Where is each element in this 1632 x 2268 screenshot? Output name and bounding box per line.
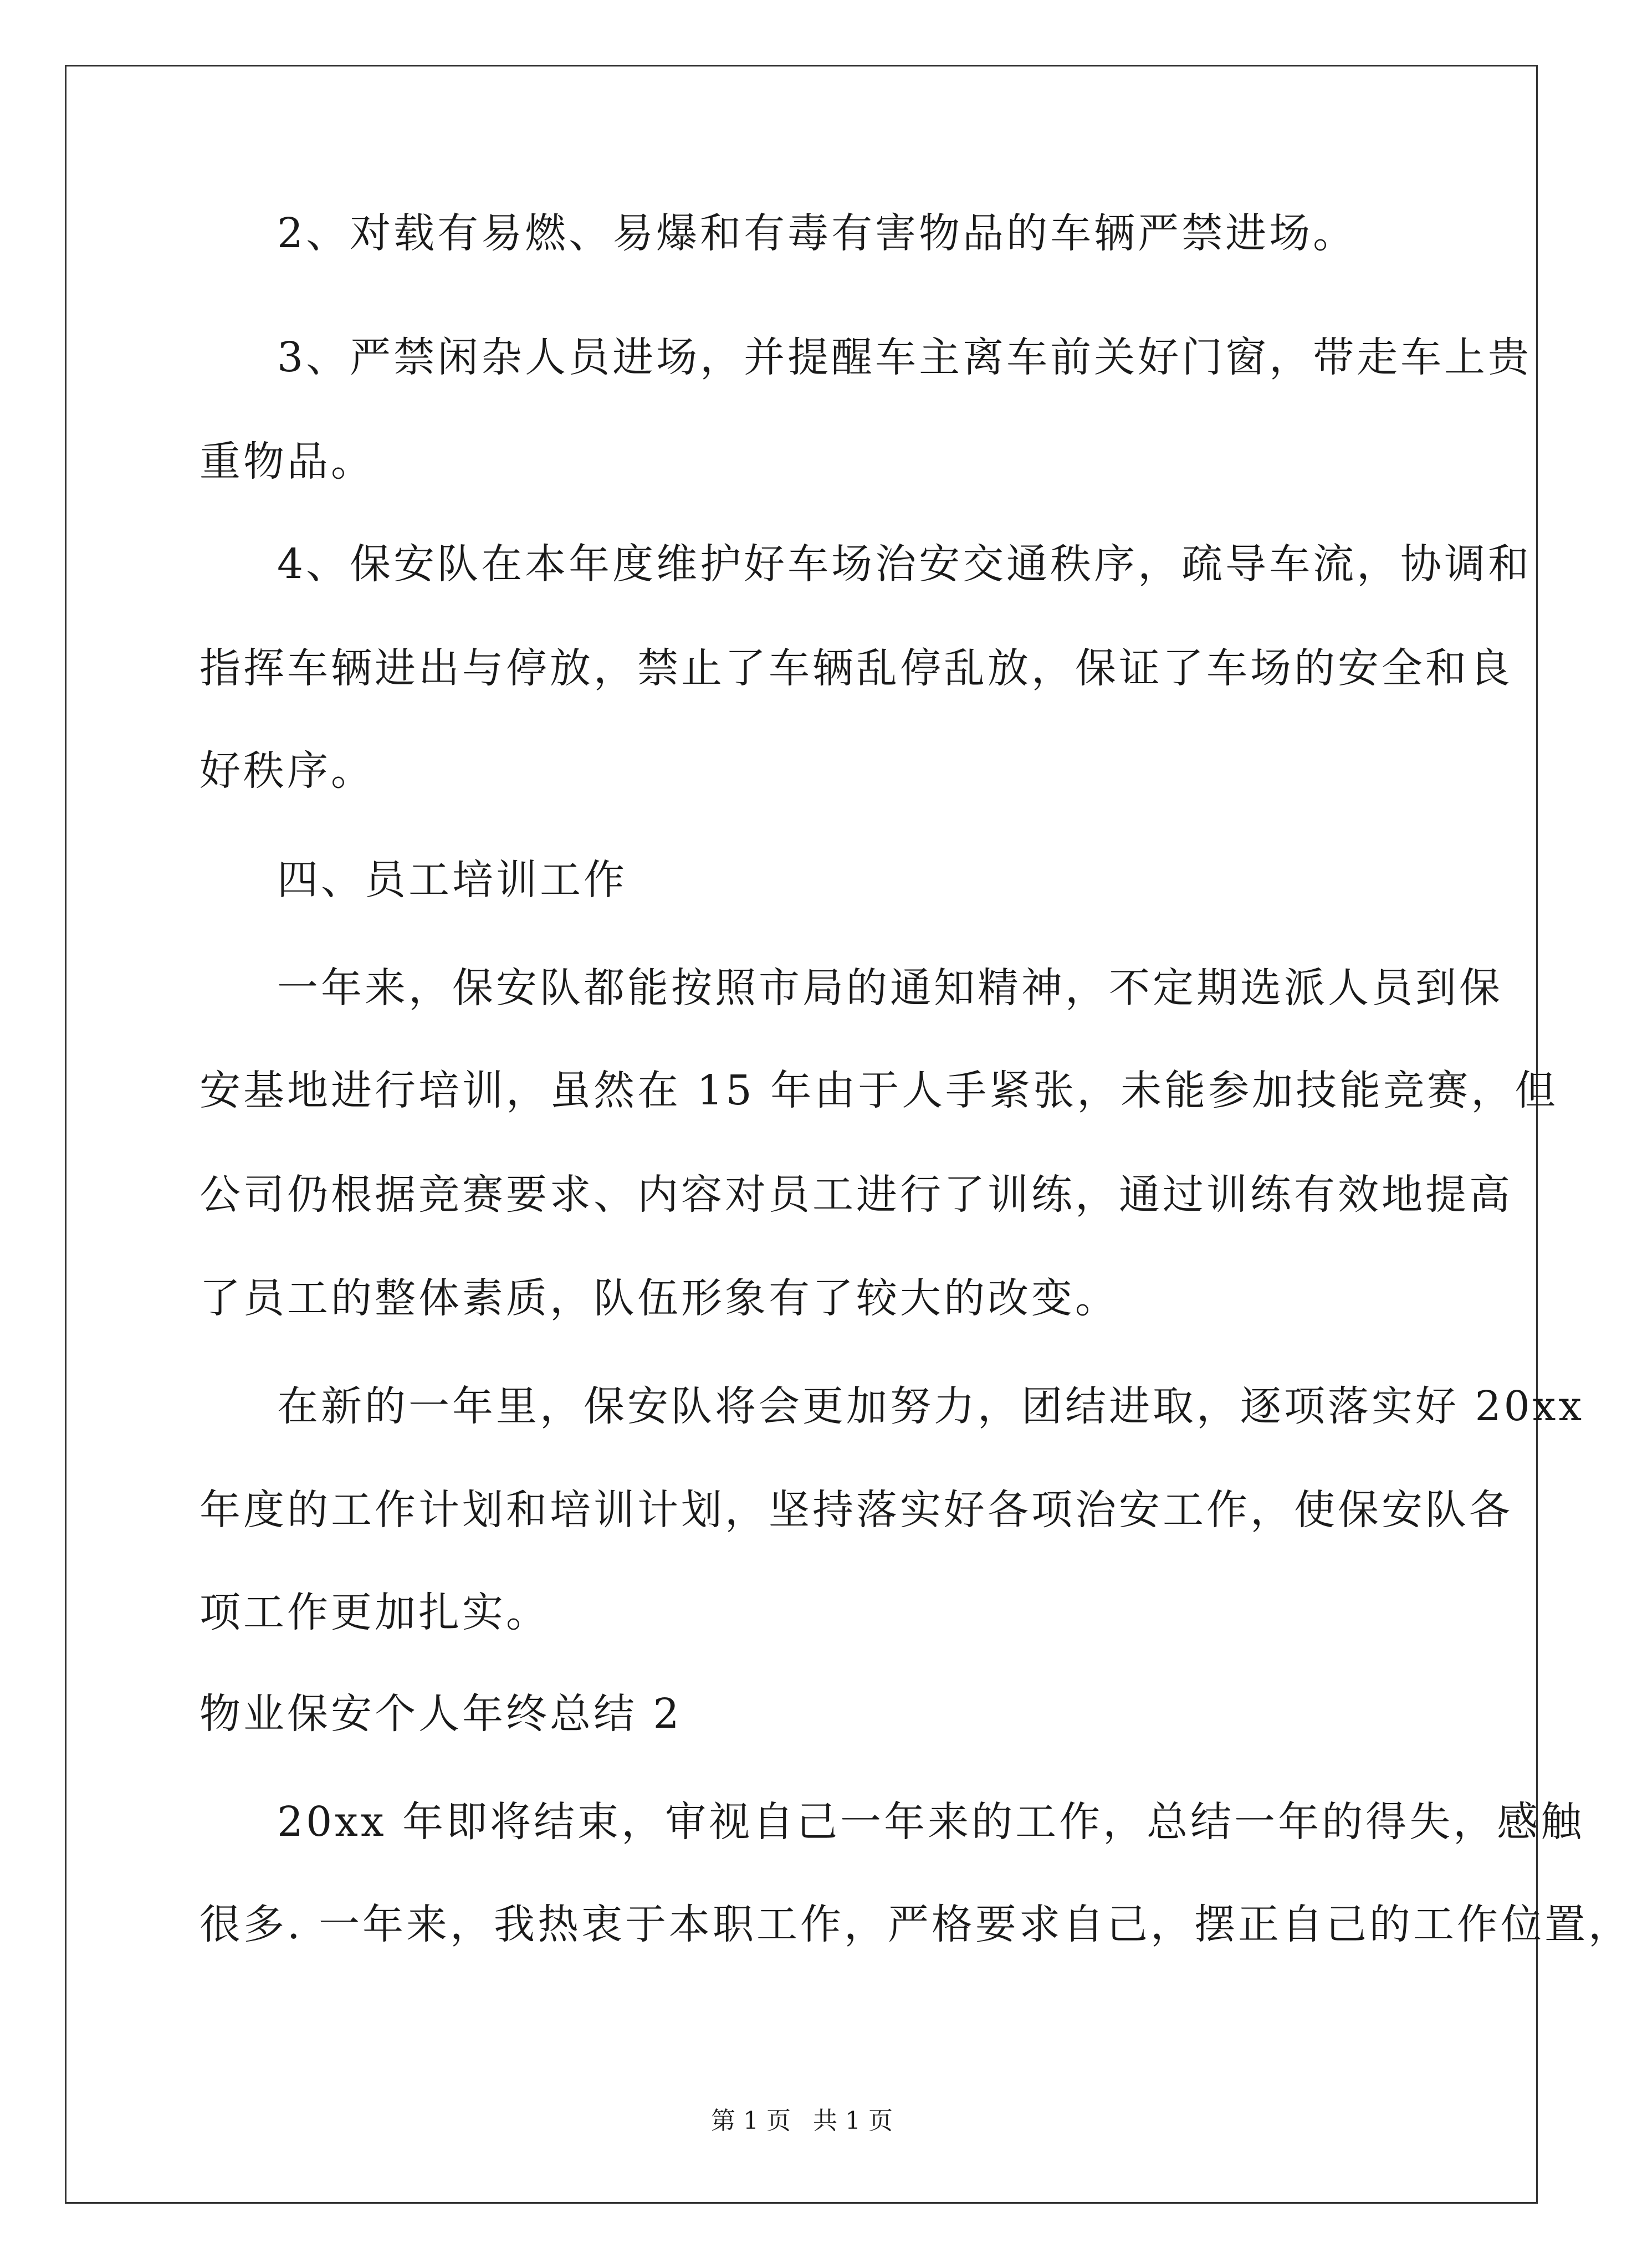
paragraph-line: 了员工的整体素质，队伍形象有了较大的改变。	[199, 1274, 1119, 1322]
paragraph-line: 指挥车辆进出与停放，禁止了车辆乱停乱放，保证了车场的安全和良	[199, 644, 1513, 692]
section-heading: 四、员工培训工作	[277, 856, 627, 904]
page-border	[65, 65, 1632, 2204]
page-number: 第 1 页	[711, 2107, 791, 2135]
page-total: 共 1 页	[813, 2107, 893, 2135]
paragraph-line: 公司仍根据竞赛要求、内容对员工进行了训练，通过训练有效地提高	[199, 1171, 1513, 1219]
paragraph-line: 在新的一年里，保安队将会更加努力，团结进取，逐项落实好 20xx	[277, 1383, 1585, 1430]
page-footer	[0, 2106, 1604, 2137]
paragraph-line: 一年来，保安队都能按照市局的通知精神，不定期选派人员到保	[277, 964, 1503, 1012]
paragraph-line: 安基地进行培训，虽然在 15 年由于人手紧张，未能参加技能竞赛，但	[199, 1067, 1559, 1114]
paragraph-line: 好秩序。	[199, 747, 375, 795]
document-title: 物业保安个人年终总结 2	[199, 1690, 682, 1738]
paragraph-line: 2、对载有易燃、易爆和有毒有害物品的车辆严禁进场。	[277, 209, 1357, 257]
paragraph-line: 年度的工作计划和培训计划，坚持落实好各项治安工作，使保安队各	[199, 1486, 1513, 1534]
paragraph-line: 很多. 一年来，我热衷于本职工作，严格要求自己，摆正自己的工作位置，	[199, 1901, 1632, 1948]
paragraph-line: 4、保安队在本年度维护好车场治安交通秩序，疏导车流，协调和	[277, 540, 1532, 588]
paragraph-line: 20xx 年即将结束，审视自己一年来的工作，总结一年的得失，感触	[277, 1798, 1585, 1846]
paragraph-line: 项工作更加扎实。	[199, 1589, 550, 1636]
paragraph-line: 重物品。	[199, 438, 375, 485]
paragraph-line: 3、严禁闲杂人员进场，并提醒车主离车前关好门窗，带走车上贵	[277, 334, 1532, 381]
